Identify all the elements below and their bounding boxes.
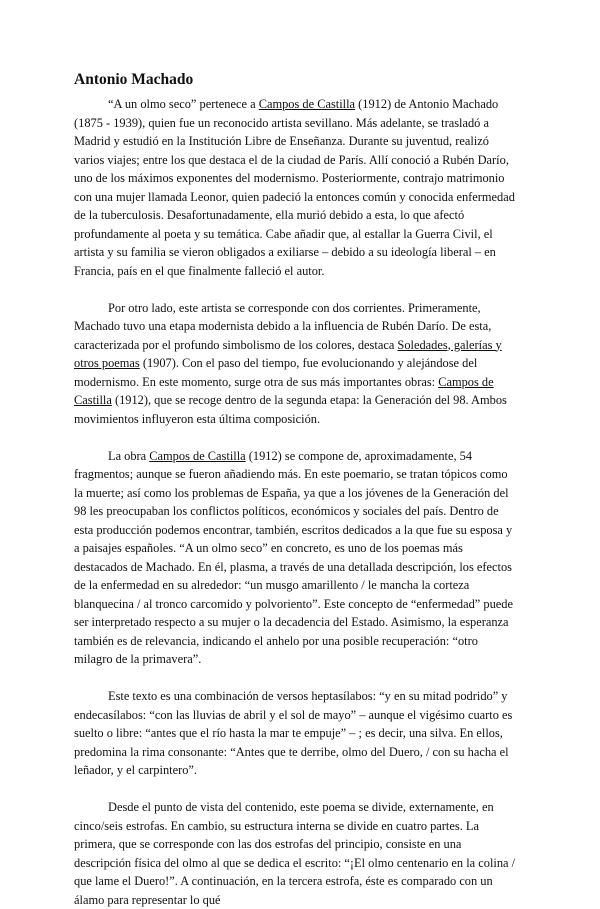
book-title-link: Campos de Castilla bbox=[149, 448, 246, 463]
book-title-link: Campos de Castilla bbox=[258, 97, 356, 111]
paragraph-text: La obra bbox=[108, 448, 150, 463]
paragraph-text: “A un olmo seco” pertenece a bbox=[108, 97, 259, 111]
book-title-link: Campos de Castilla bbox=[74, 374, 494, 407]
book-title-link: Soledades, galerías y otros poemas bbox=[74, 337, 502, 370]
paragraph-movements bbox=[74, 299, 518, 429]
paragraph-text: (1912), que se recoge dentro de la segunda etapa: la Generación del 98. Ambos movimientos influyeron esta última composición. bbox=[74, 393, 507, 426]
paragraph-text: Por otro lado, este artista se corresponde con dos corrientes. Primeramente, Machado tuvo una etapa modernista debido a la influencia de Rubén Darío. De esta, caracterizada por el profundo simbolismo de los colores, destaca bbox=[74, 300, 492, 352]
paragraph-text: (1912) se compone de, aproximadamente, 54 fragmentos; aunque se fueron añadiendo más. En este poemario, se tratan tópicos como la muerte; así como los problemas de España, ya que a los jóvenes de la Generación del 98 les preocupaban los conflictos políticos, económicos y sociales del país. Dentro de esta producción podemos encontrar, también, escritos dedicados a la que fue su esposa y a paisajes españoles. “A un olmo seco” en concreto, es uno de los poemas más destacados de Machado. En él, plasma, a través de una detallada descripción, los efectos de la enfermedad en su alrededor: “un musgo amarillento / le mancha la corteza blanquecina / al tronco carcomido y polvoriento”. Este concepto de “enfermedad” puede ser interpretado respecto a su mujer o la decadencia del Estado. Asimismo, la esperanza también es de relevancia, indicando el anhelo por una posible recuperación: “otro milagro de la primavera”. bbox=[74, 448, 513, 666]
paragraph-text: (1912) de Antonio Machado (1875 - 1939), quien fue un reconocido artista sevillano. Más adelante, se trasladó a Madrid y estudió en la Institución Libre de Enseñanza. Durante su juventud, realizó varios viajes; entre los que destaca el de la ciudad de París. Allí conoció a Rubén Darío, uno de los máximos exponentes del modernismo. Posteriormente, contrajo matrimonio con una mujer llamada Leonor, quien padeció la entonces común y conocida enfermedad de la tuberculosis. Desafortunadamente, ella murió debido a esta, lo que afectó profundamente al poeta y su temática. Cabe añadir que, al estallar la Guerra Civil, el artista y su familia se vieron obligados a exiliarse – debido a su ideología liberal – en Francia, país en el que finalmente falleció el autor. bbox=[74, 97, 515, 278]
paragraph-metrics: Este texto es una combinación de versos heptasílabos: “y en su mitad podrido” y endecasílabos: “con las lluvias de abril y el sol de mayo” – aunque el vigésimo cuarto es suelto o libre: “antes que el río hasta la mar te empuje” – ; es decir, una silva. En ellos, predomina la rima consonante: “Antes que te derribe, olmo del Duero, / con su hacha el leñador, y el carpintero”. bbox=[74, 689, 513, 777]
paragraph-content: Desde el punto de vista del contenido, este poema se divide, externamente, en cinco/seis estrofas. En cambio, su estructura interna se divide en cuatro partes. La primera, que se corresponde con las dos estrofas del principio, consiste en una descripción física del olmo al que se dedica el escrito: “¡El olmo centenario en la colina / que lame el Duero!”. A continuación, en la tercera estrofa, éste es comparado con un álamo para representar lo qué bbox=[74, 800, 516, 907]
paragraph-biography bbox=[74, 95, 518, 280]
paragraph-work bbox=[74, 447, 518, 669]
paragraph-text: (1907). Con el paso del tiempo, fue evolucionando y alejándose del modernismo. En este momento, surge otra de sus más importantes obras: bbox=[74, 356, 478, 389]
document-body bbox=[74, 95, 518, 909]
document-title: Antonio Machado bbox=[74, 71, 194, 88]
